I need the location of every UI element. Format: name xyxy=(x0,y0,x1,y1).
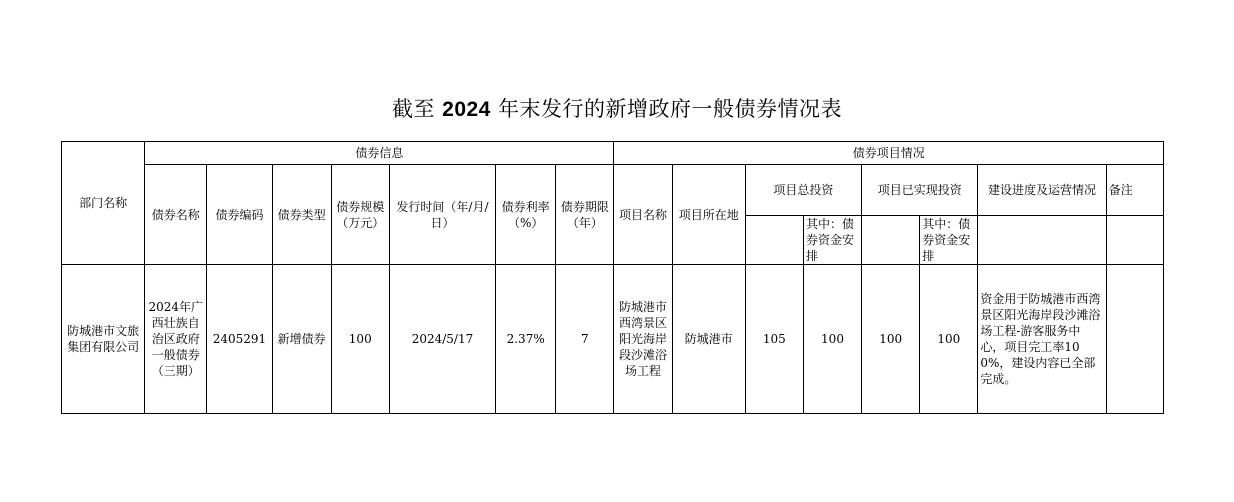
header-total-investment: 项目总投资 xyxy=(745,165,861,216)
title-suffix: 年末发行的新增政府一般债券情况表 xyxy=(490,97,843,121)
cell-bond-code: 2405291 xyxy=(207,265,272,414)
header-bond-term: 债券期限（年） xyxy=(556,165,614,265)
cell-dept-name: 防城港市文旅集团有限公司 xyxy=(62,265,145,414)
header-remarks-blank xyxy=(1106,216,1163,265)
header-bond-name: 债券名称 xyxy=(145,165,207,265)
header-project-info: 债券项目情况 xyxy=(614,142,1164,165)
header-realized-blank xyxy=(862,216,920,265)
header-progress-blank xyxy=(978,216,1106,265)
cell-realized-investment: 100 xyxy=(862,265,920,414)
cell-bond-type: 新增债券 xyxy=(272,265,331,414)
header-progress: 建设进度及运营情况 xyxy=(978,165,1106,216)
document-title xyxy=(0,94,1234,125)
header-remarks: 备注 xyxy=(1106,165,1163,216)
cell-progress: 资金用于防城港市西湾景区阳光海岸段沙滩浴场工程-游客服务中心，项目完工率100%，建设内容已全部完成。 xyxy=(978,265,1106,414)
cell-issue-time: 2024/5/17 xyxy=(389,265,495,414)
header-total-blank xyxy=(745,216,803,265)
header-dept-name: 部门名称 xyxy=(62,142,145,265)
cell-project-location: 防城港市 xyxy=(672,265,745,414)
cell-bond-term: 7 xyxy=(556,265,614,414)
header-bond-code: 债券编码 xyxy=(207,165,272,265)
header-issue-time: 发行时间（年/月/日） xyxy=(389,165,495,265)
title-year: 2024 xyxy=(442,98,491,121)
table-row xyxy=(62,265,1164,414)
header-bond-info: 债券信息 xyxy=(145,142,614,165)
cell-realized-investment-bond: 100 xyxy=(920,265,978,414)
bond-table xyxy=(61,141,1164,414)
header-realized-bond-sub: 其中：债券资金安排 xyxy=(920,216,978,265)
cell-remarks xyxy=(1106,265,1163,414)
header-total-bond-sub: 其中：债券资金安排 xyxy=(803,216,861,265)
cell-project-name: 防城港市西湾景区阳光海岸段沙滩浴场工程 xyxy=(614,265,672,414)
cell-bond-rate: 2.37% xyxy=(496,265,556,414)
cell-bond-name: 2024年广西壮族自治区政府一般债券（三期） xyxy=(145,265,207,414)
cell-bond-scale: 100 xyxy=(331,265,389,414)
header-row-group xyxy=(62,142,1164,165)
cell-total-investment: 105 xyxy=(745,265,803,414)
header-project-name: 项目名称 xyxy=(614,165,672,265)
header-bond-scale: 债券规模（万元） xyxy=(331,165,389,265)
header-bond-type: 债券类型 xyxy=(272,165,331,265)
title-prefix: 截至 xyxy=(391,97,435,121)
cell-total-investment-bond: 100 xyxy=(803,265,861,414)
header-row-columns xyxy=(62,165,1164,216)
header-project-location: 项目所在地 xyxy=(672,165,745,265)
header-bond-rate: 债券利率（%） xyxy=(496,165,556,265)
header-realized-investment: 项目已实现投资 xyxy=(862,165,978,216)
